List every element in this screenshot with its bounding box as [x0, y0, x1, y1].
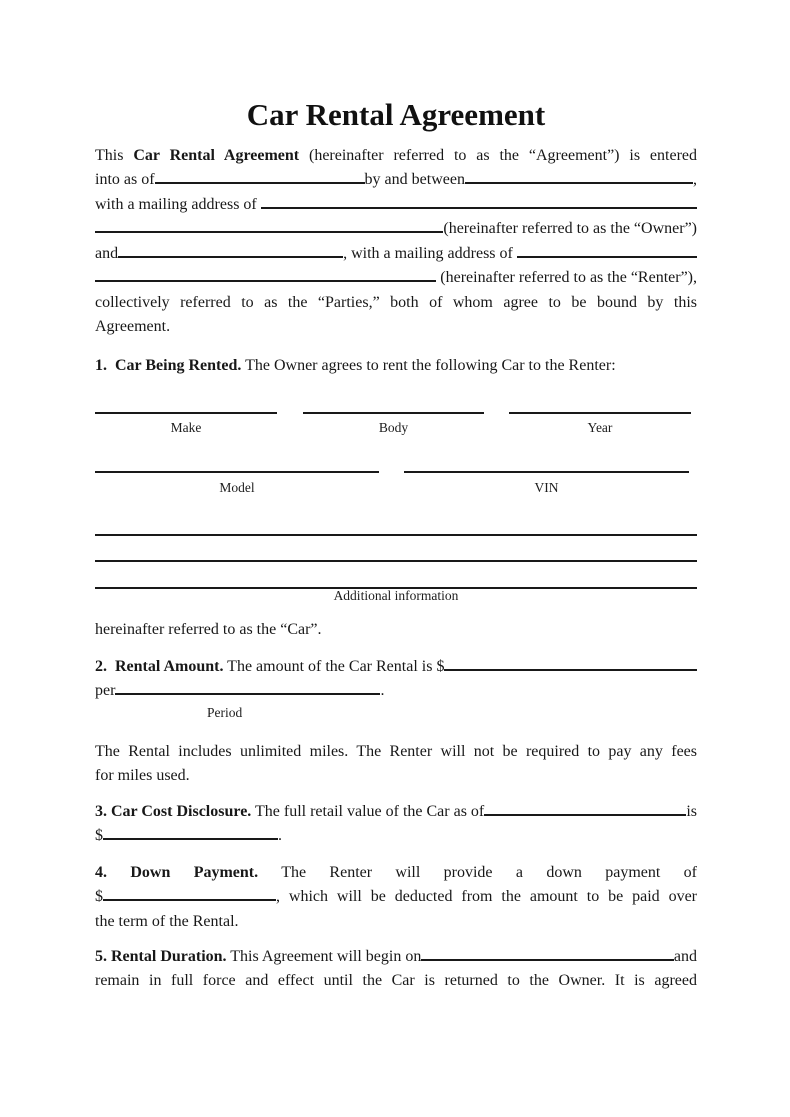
make-label: Make [170, 420, 202, 435]
section-2-rental-amount [95, 655, 697, 704]
section-2-line-1 [95, 655, 697, 679]
text-run: The Rental includes unlimited miles. The Renter will not be required to pay any fees [95, 743, 697, 760]
miles-line-1 [95, 740, 697, 764]
valuation-date-blank[interactable] [484, 801, 686, 816]
renter-address-blank-1[interactable] [517, 243, 697, 258]
intro-line-5 [95, 242, 697, 266]
model-label: Model [219, 480, 255, 495]
rental-amount-blank[interactable] [444, 656, 697, 671]
text-run: , [693, 171, 697, 189]
text-run: the term of the Rental. [95, 912, 239, 930]
effective-date-blank[interactable] [155, 169, 365, 184]
section-1-car-being-rented [95, 354, 697, 378]
additional-info-area [95, 509, 697, 589]
model-field-line[interactable] [95, 449, 379, 473]
intro-line-3 [95, 193, 697, 217]
retail-value-blank[interactable] [103, 825, 278, 840]
intro-paragraph [95, 144, 697, 340]
miles-line-2 [95, 764, 697, 788]
miles-paragraph [95, 740, 697, 789]
additional-info-line-1[interactable] [95, 509, 697, 536]
renter-name-blank[interactable] [118, 243, 343, 258]
section-3-heading: 3. Car Cost Disclosure. [95, 803, 252, 820]
text-run: (hereinafter referred to as the “Renter”), [436, 269, 697, 287]
section-5-line-1 [95, 945, 697, 969]
intro-line-4 [95, 217, 697, 241]
text-run: by and between [364, 171, 465, 189]
car-tail-line [95, 618, 697, 642]
section-5-line-2 [95, 969, 697, 993]
section-5-heading: 5. Rental Duration. [95, 948, 227, 965]
text-run: remain in full force and effect until the Car is returned to the Owner. It is agreed [95, 972, 697, 990]
document-title: Car Rental Agreement [246, 97, 546, 132]
intro-line-1 [95, 144, 697, 168]
text-run: $ [95, 888, 103, 906]
section-4-heading: 4. Down Payment. [95, 864, 259, 881]
down-payment-blank[interactable] [103, 886, 276, 901]
begin-date-blank[interactable] [421, 946, 674, 961]
owner-name-blank[interactable] [465, 169, 693, 184]
text-run: Agreement. [95, 318, 171, 336]
section-4-line-1 [95, 861, 697, 885]
text-run: (hereinafter referred to as the “Owner”) [443, 220, 697, 238]
text-run: This [95, 147, 134, 164]
text-run: The Owner agrees to rent the following Car to the Renter: [241, 357, 616, 374]
section-3-car-cost-disclosure [95, 800, 697, 849]
additional-info-label: Additional information [333, 588, 459, 603]
car-fields-labels-2 [95, 478, 697, 498]
text-run: This Agreement will begin on [226, 948, 422, 965]
text-run: and [95, 244, 119, 262]
text-run: , with a mailing address of [343, 244, 517, 262]
text-run: for miles used. [95, 767, 190, 785]
rental-period-blank[interactable] [115, 680, 380, 695]
text-run: The Renter will provide a down payment of [258, 864, 698, 881]
text-run: collectively referred to as the “Parties,” both of whom agree to be bound by this [95, 293, 697, 311]
agreement-term-bold: Car Rental Agreement [133, 147, 300, 164]
car-fields-row-2 [95, 449, 697, 473]
section-4-line-3 [95, 910, 697, 934]
owner-address-blank-1[interactable] [261, 194, 697, 209]
text-run: The amount of the Car Rental is $ [223, 658, 445, 675]
text-run: into as of [95, 171, 155, 189]
text-run: $ [95, 827, 103, 845]
vin-field-line[interactable] [404, 449, 689, 473]
text-run: with a mailing address of [95, 195, 261, 213]
additional-info-line-2[interactable] [95, 536, 697, 563]
intro-line-6 [95, 266, 697, 290]
section-4-line-2 [95, 885, 697, 909]
section-2-line-2 [95, 679, 697, 703]
section-1-heading-line [95, 354, 697, 378]
car-fields-labels-1 [95, 418, 697, 438]
vin-label: VIN [534, 480, 559, 495]
car-fields-row-1 [95, 390, 697, 414]
year-field-line[interactable] [509, 390, 691, 414]
body-field-line[interactable] [303, 390, 484, 414]
body-label: Body [378, 420, 409, 435]
section-3-line-2 [95, 824, 697, 848]
intro-line-7 [95, 291, 697, 315]
year-label: Year [587, 420, 613, 435]
section-4-down-payment [95, 861, 697, 934]
text-run: . [380, 682, 385, 700]
additional-info-line-3[interactable] [95, 562, 697, 589]
renter-address-blank-2[interactable] [95, 267, 436, 282]
intro-line-8 [95, 315, 697, 339]
section-1-tail [95, 618, 697, 642]
section-3-line-1 [95, 800, 697, 824]
text-run: is [686, 803, 697, 820]
section-1-heading: 1. Car Being Rented. [95, 357, 242, 374]
make-field-line[interactable] [95, 390, 277, 414]
text-run: and [673, 948, 697, 965]
text-run: The full retail value of the Car as of [251, 803, 485, 820]
intro-line-2 [95, 168, 697, 192]
text-run: hereinafter referred to as the “Car”. [95, 621, 322, 638]
text-run: per [95, 682, 116, 700]
text-run: (hereinafter referred to as the “Agreement”) is entered [299, 147, 698, 164]
text-run: , which will be deducted from the amount to be paid over [276, 888, 697, 906]
section-5-rental-duration [95, 945, 697, 994]
section-2-heading: 2. Rental Amount. [95, 658, 224, 675]
text-run: . [278, 827, 282, 845]
owner-address-blank-2[interactable] [95, 218, 443, 233]
period-label: Period [207, 705, 243, 720]
